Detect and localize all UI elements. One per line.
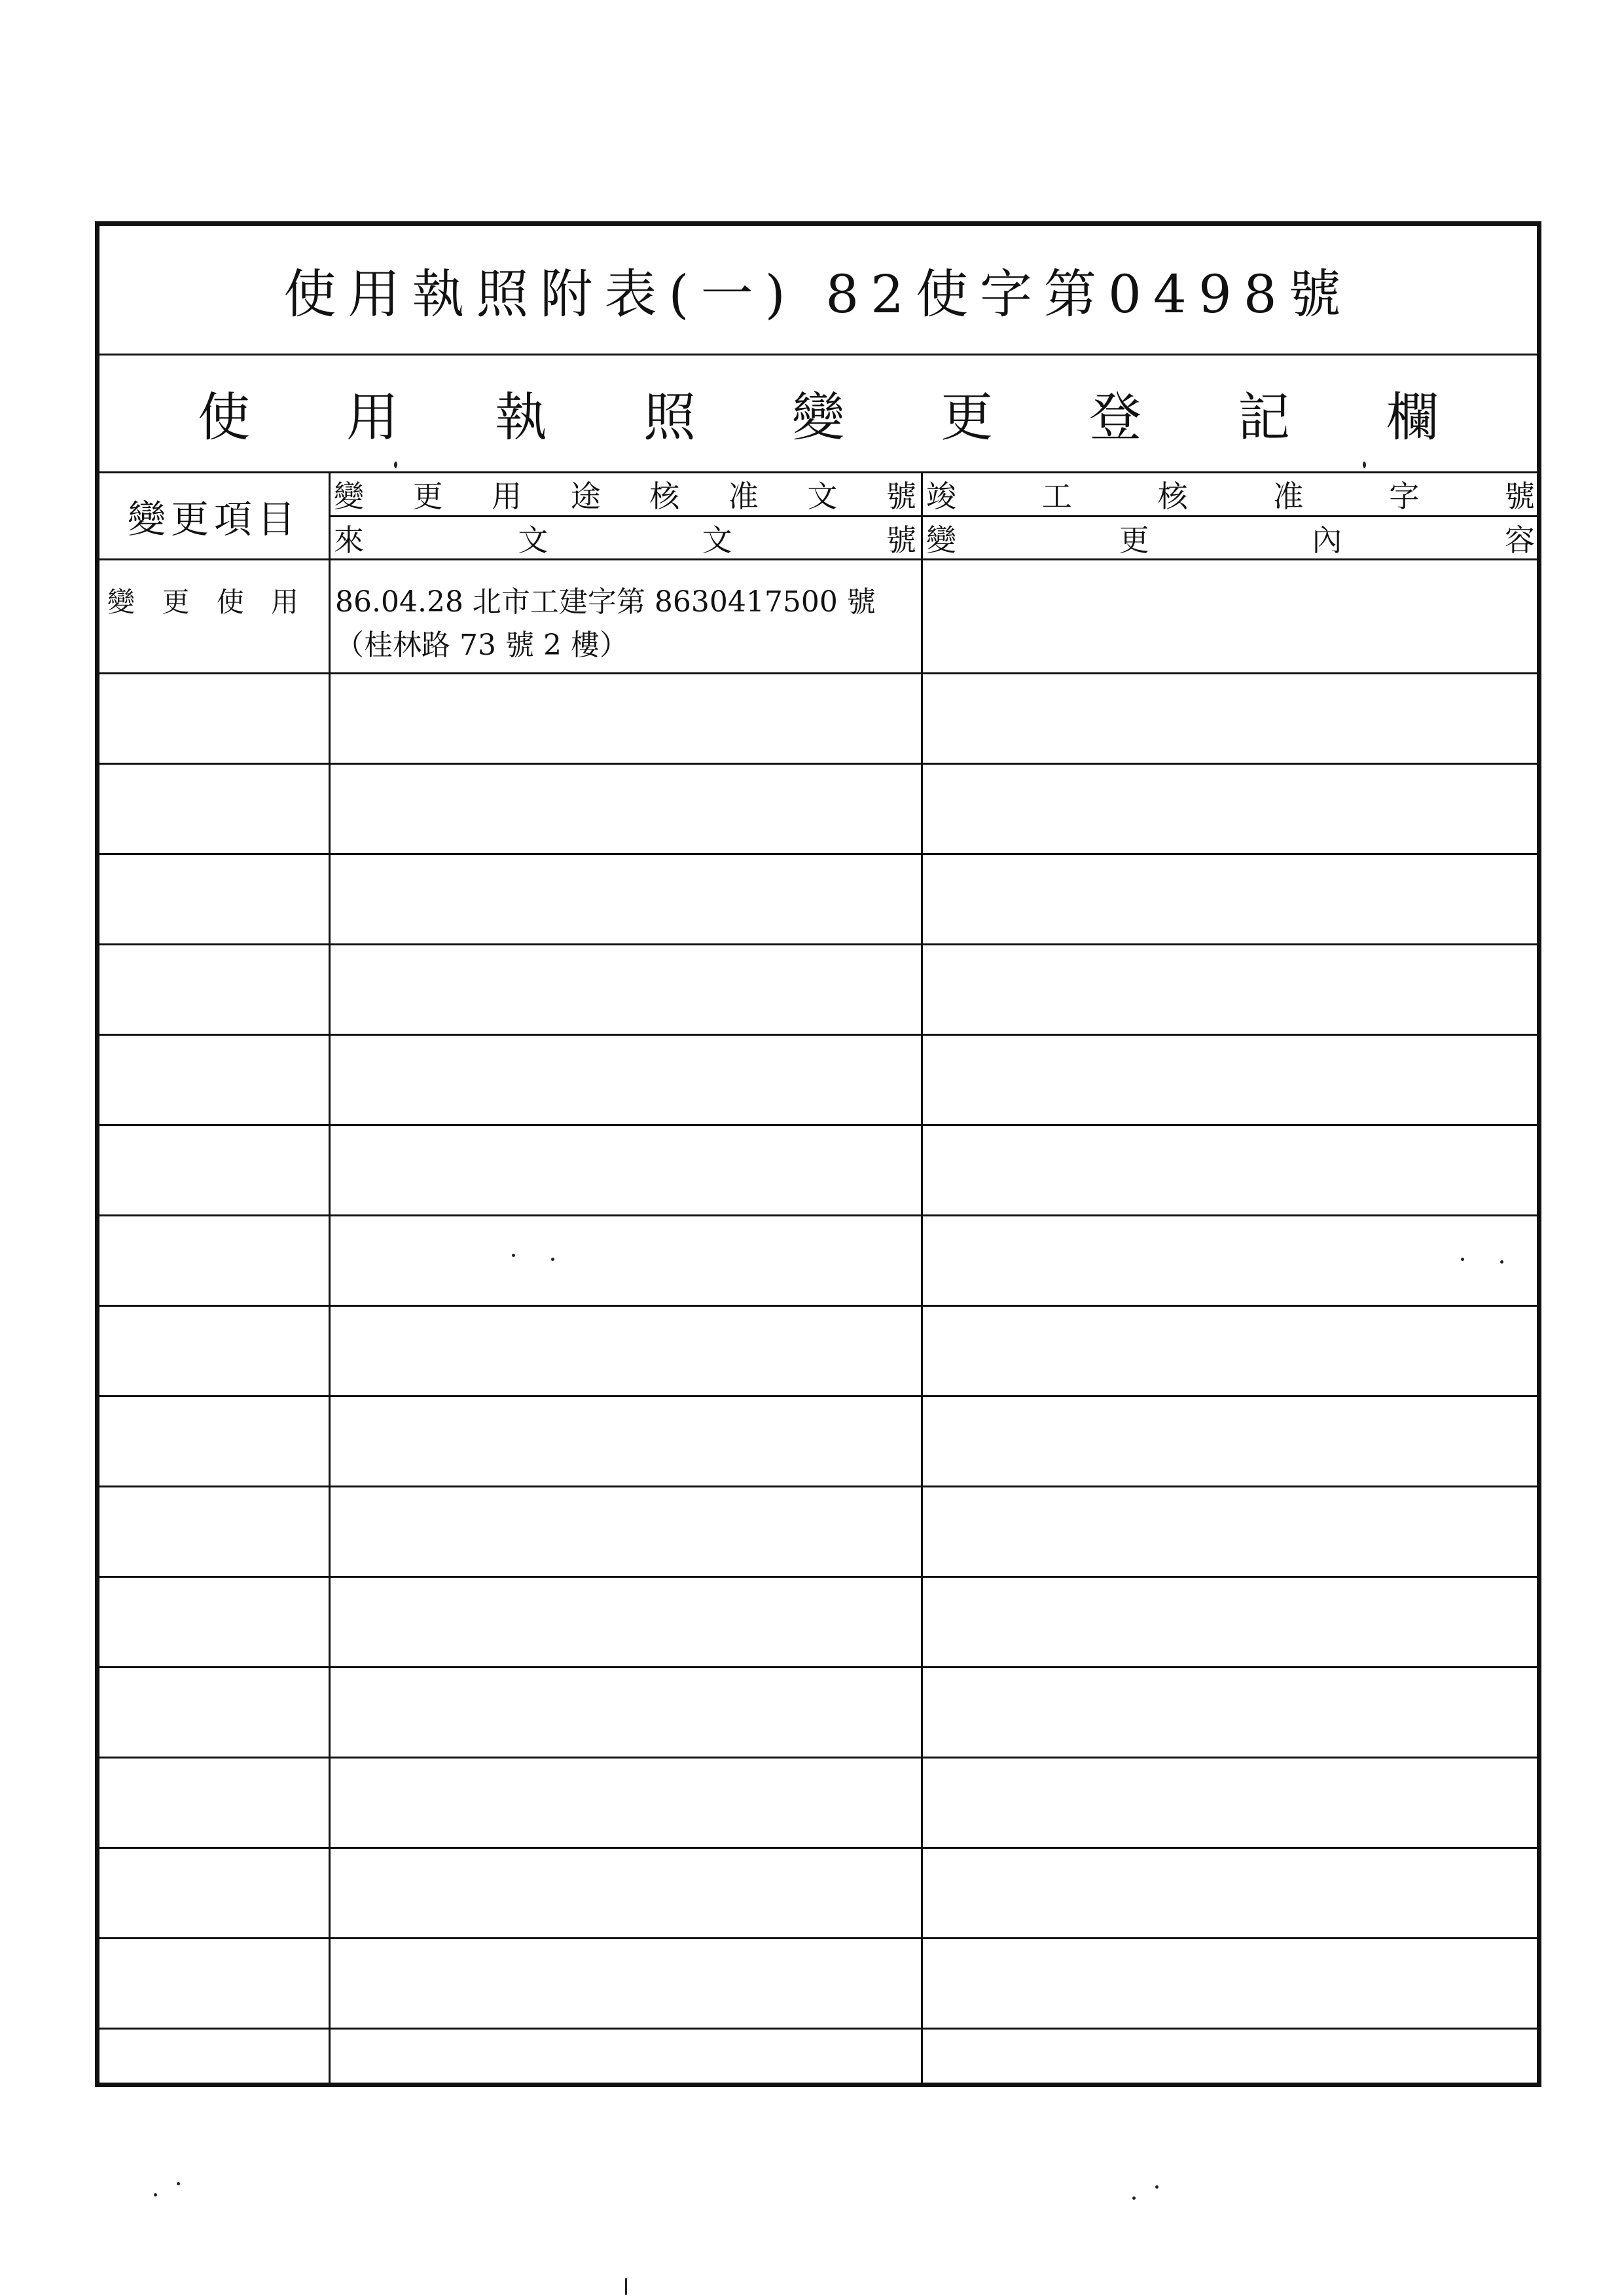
- header-char: 容: [1504, 522, 1535, 558]
- section-title: [198, 354, 1439, 471]
- header-char: 核: [1157, 479, 1188, 514]
- row-line: [99, 1666, 1537, 1668]
- header-char: 准: [728, 479, 759, 514]
- row-line: [99, 1485, 1537, 1487]
- header-char: 變: [926, 522, 956, 558]
- header-char: 文: [807, 479, 838, 514]
- section-title-char: 用: [346, 386, 399, 448]
- scan-speck: [154, 2193, 157, 2196]
- header-char: 字: [1389, 479, 1420, 514]
- col-divider-1: [329, 471, 331, 2087]
- section-title-char: 執: [495, 386, 547, 448]
- scan-speck: [1363, 462, 1366, 468]
- section-title-char: 變: [792, 386, 844, 448]
- header-approval-use: [334, 473, 916, 515]
- header-char: 號: [886, 522, 916, 558]
- row-line: [99, 1847, 1537, 1849]
- section-title-char: 更: [941, 386, 993, 448]
- row-line: [99, 1395, 1537, 1397]
- row-line: [99, 853, 1537, 855]
- header-char: 內: [1312, 522, 1342, 558]
- header-char: 竣: [926, 479, 956, 514]
- row-line: [99, 1937, 1537, 1939]
- header-change-item: 變更項目: [127, 497, 300, 541]
- page-title: 使用執照附表(一) 82使字第0498號: [283, 264, 1353, 325]
- row-line: [99, 1305, 1537, 1307]
- row-line: [99, 2028, 1537, 2030]
- header-char: 途: [570, 479, 601, 514]
- row-1-item: 變 更 使 用: [107, 586, 308, 618]
- row-line: [99, 1034, 1537, 1036]
- header-char: 來: [334, 522, 364, 558]
- header-char: 更: [1119, 522, 1149, 558]
- section-title-char: 欄: [1386, 386, 1439, 448]
- header-change-content: [926, 517, 1535, 558]
- col-divider-2: [921, 471, 923, 2087]
- header-char: 號: [1504, 479, 1535, 514]
- header-char: 准: [1273, 479, 1304, 514]
- row-line: [99, 763, 1537, 765]
- header-incoming-doc: [334, 517, 916, 558]
- section-title-char: 登: [1089, 386, 1142, 448]
- scan-speck: [1461, 1258, 1464, 1261]
- row-1-address: （桂林路 73 號 2 樓）: [335, 629, 628, 662]
- scan-speck: [1132, 2196, 1136, 2200]
- header-char: 核: [649, 479, 680, 514]
- register-table: [95, 221, 1541, 2087]
- row-line: [99, 943, 1537, 945]
- header-char: 工: [1041, 479, 1072, 514]
- row-line: [99, 672, 1537, 674]
- scan-speck: [551, 1258, 554, 1261]
- header-char: 用: [492, 479, 522, 514]
- scan-speck: [177, 2182, 180, 2185]
- header-char: 文: [518, 522, 548, 558]
- header-char: 文: [702, 522, 732, 558]
- scan-speck: [512, 1254, 515, 1257]
- section-title-char: 使: [198, 386, 250, 448]
- section-title-char: 記: [1238, 386, 1290, 448]
- row-line: [99, 1576, 1537, 1578]
- header-char: 變: [334, 479, 364, 514]
- row-1-doc-number: 86.04.28 北市工建字第 8630417500 號: [335, 585, 876, 619]
- row-line: [99, 1124, 1537, 1126]
- section-title-char: 照: [643, 386, 696, 448]
- scan-speck: [1155, 2185, 1159, 2189]
- header-char: 更: [412, 479, 443, 514]
- scan-speck: [394, 462, 397, 468]
- scan-speck: [625, 2278, 627, 2295]
- header-completion-approval: [926, 473, 1535, 515]
- row-line: [99, 1757, 1537, 1758]
- header-char: 號: [886, 479, 916, 514]
- scan-speck: [1500, 1260, 1503, 1264]
- row-line: [99, 1214, 1537, 1216]
